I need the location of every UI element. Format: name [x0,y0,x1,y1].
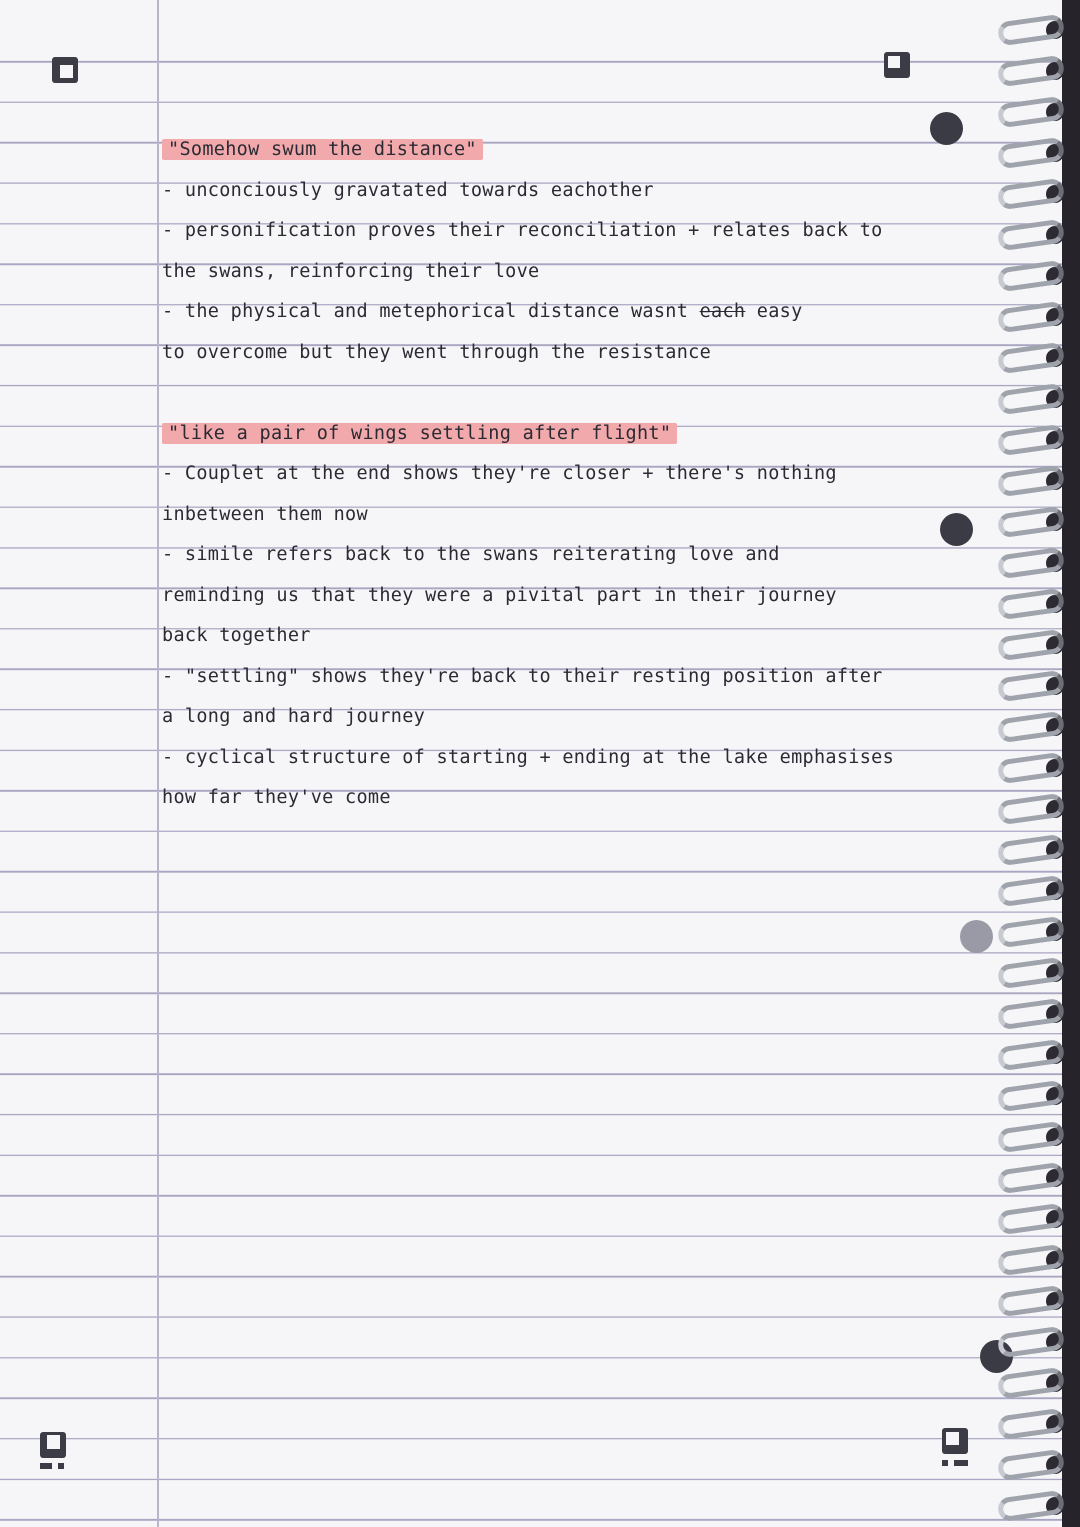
highlighted-quote: "Somehow swum the distance" [162,139,483,160]
note-line: a long and hard journey [162,706,426,727]
margin-line [157,0,159,1527]
note-line: the swans, reinforcing their love [162,260,540,282]
highlighted-quote: "like a pair of wings settling after flight" [162,423,677,444]
note-line [162,292,962,333]
note-line: - Couplet at the end shows they're closer + there's nothing [162,463,837,484]
note-line: - unconciously gravatated towards eachother [162,179,654,201]
note-line: to overcome but they went through the resistance [162,341,712,363]
corner-dots-bottom-left [40,1463,66,1469]
note-text: - the physical and metephorical distance wasnt [162,301,700,322]
corner-mark-bottom-right [942,1428,968,1454]
binding-strip [1062,0,1080,1527]
note-line: - "settling" shows they're back to their resting position after [162,665,883,687]
note-line: - personification proves their reconciliation + relates back to [162,220,883,241]
struck-word: each [699,301,746,322]
quote-line [162,130,962,171]
corner-mark-bottom-left [40,1432,66,1458]
handwritten-notes [162,130,962,819]
punch-dot [960,920,993,953]
corner-mark-top-left [52,57,78,83]
quote-line [162,414,962,455]
note-line: how far they've come [162,787,391,808]
note-line: reminding us that they were a pivital part in their journey [162,584,837,606]
corner-mark-top-right [884,52,910,78]
note-line: inbetween them now [162,503,368,525]
note-line: - cyclical structure of starting + ending at the lake emphasises [162,746,895,768]
note-line: back together [162,625,311,646]
corner-dots-bottom-right [942,1460,968,1466]
note-text: easy [745,301,803,322]
note-line: - simile refers back to the swans reiterating love and [162,544,780,565]
